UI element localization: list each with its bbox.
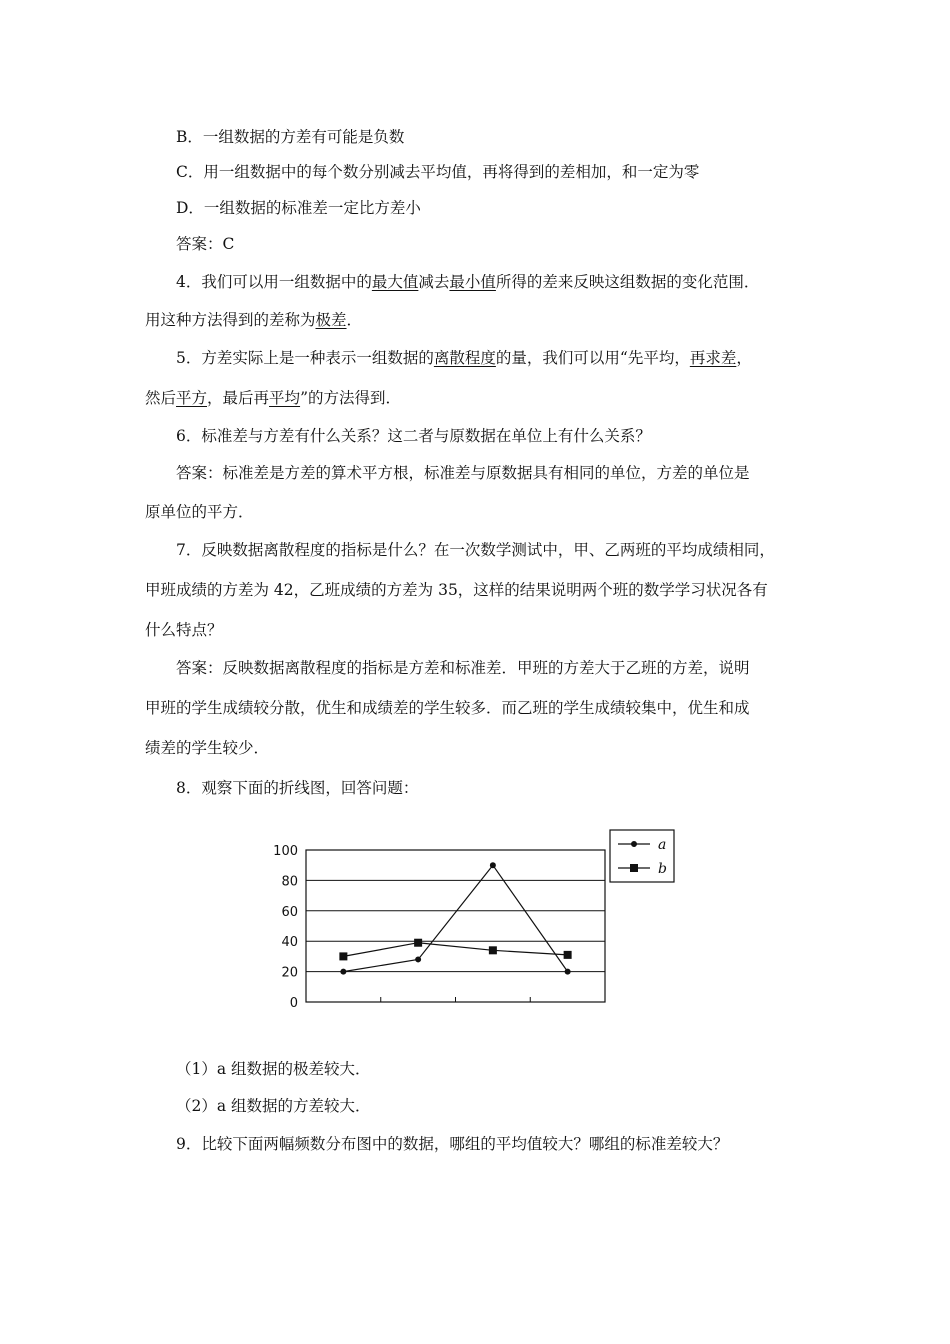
q4-text-2: 减去 xyxy=(418,273,450,291)
q4-blank-max: 最大值 xyxy=(371,273,419,291)
point-b xyxy=(414,939,422,947)
q5-blank-average: 平均 xyxy=(269,389,301,407)
y-tick-label: 60 xyxy=(281,904,298,920)
series-line-a xyxy=(343,865,567,971)
legend-label-b: b xyxy=(658,861,667,877)
question-7-line-3: 什么特点？ xyxy=(145,621,223,639)
option-b: B．一组数据的方差有可能是负数 xyxy=(176,128,405,146)
y-tick-label: 100 xyxy=(273,844,298,859)
option-c: C．用一组数据中的每个数分别减去平均值，再将得到的差相加，和一定为零 xyxy=(176,163,700,181)
answer-6-line-2: 原单位的平方． xyxy=(145,503,254,521)
q5-text-2: 的量，我们可以用“先平均， xyxy=(495,349,690,367)
legend-marker-a xyxy=(631,841,637,847)
question-4-line-1 xyxy=(176,272,759,292)
q4-blank-min: 最小值 xyxy=(449,273,496,291)
question-4-line-2 xyxy=(145,310,362,330)
y-tick-label: 0 xyxy=(289,996,298,1011)
point-a xyxy=(340,969,346,975)
q4-text-5: ． xyxy=(346,311,363,329)
point-a xyxy=(415,956,421,962)
legend-label-a: a xyxy=(658,837,667,853)
question-6: 6．标准差与方差有什么关系？这二者与原数据在单位上有什么关系？ xyxy=(176,427,651,445)
question-9: 9．比较下面两幅频数分布图中的数据，哪组的平均值较大？哪组的标准差较大？ xyxy=(176,1135,729,1153)
line-chart xyxy=(268,828,688,1018)
point-b xyxy=(489,946,497,954)
point-a xyxy=(490,862,496,868)
q5-blank-dispersion: 离散程度 xyxy=(433,349,496,367)
question-5-line-2 xyxy=(145,388,401,408)
answer-7-line-2: 甲班的学生成绩较分散，优生和成绩差的学生较多．而乙班的学生成绩较集中，优生和成 xyxy=(145,699,750,717)
answer-8-2: （2）a 组数据的方差较大． xyxy=(176,1097,371,1115)
y-tick-label: 80 xyxy=(281,874,298,890)
answer-8-1: （1）a 组数据的极差较大． xyxy=(176,1060,371,1078)
point-b xyxy=(339,952,347,960)
y-tick-label: 40 xyxy=(281,935,298,951)
q5-text-3: ， xyxy=(736,349,752,367)
question-7-line-2: 甲班成绩的方差为 42，乙班成绩的方差为 35，这样的结果说明两个班的数学学习状况各有 xyxy=(145,581,768,599)
point-b xyxy=(564,951,572,959)
option-d: D．一组数据的标准差一定比方差小 xyxy=(176,199,421,217)
question-7-line-1: 7．反映数据离散程度的指标是什么？在一次数学测试中，甲、乙两班的平均成绩相同， xyxy=(176,541,775,559)
answer-6-line-1: 答案：标准差是方差的算术平方根，标准差与原数据具有相同的单位，方差的单位是 xyxy=(176,464,750,482)
legend-marker-b xyxy=(630,864,638,872)
q4-text-1: 4．我们可以用一组数据中的 xyxy=(176,273,372,291)
question-5-line-1 xyxy=(176,348,752,368)
q4-text-3: 所得的差来反映这组数据的变化范围． xyxy=(495,273,760,291)
q5-text-1: 5．方差实际上是一种表示一组数据的 xyxy=(176,349,434,367)
point-a xyxy=(565,969,571,975)
q5-blank-square: 平方 xyxy=(176,389,208,407)
q5-text-4: 然后 xyxy=(145,389,177,407)
answer-3: 答案：C xyxy=(176,235,235,253)
plot-frame xyxy=(306,850,605,1002)
q5-blank-diff: 再求差 xyxy=(689,349,737,367)
q5-text-6: ”的方法得到． xyxy=(300,389,401,407)
answer-7-line-1: 答案：反映数据离散程度的指标是方差和标准差．甲班的方差大于乙班的方差，说明 xyxy=(176,659,750,677)
q4-blank-range: 极差 xyxy=(315,311,347,329)
q4-text-4: 用这种方法得到的差称为 xyxy=(145,311,316,329)
question-8: 8．观察下面的折线图，回答问题： xyxy=(176,779,419,797)
q5-text-5: ，最后再 xyxy=(207,389,270,407)
answer-7-line-3: 绩差的学生较少． xyxy=(145,739,270,757)
series-line-b xyxy=(343,943,567,957)
y-tick-label: 20 xyxy=(281,965,298,981)
